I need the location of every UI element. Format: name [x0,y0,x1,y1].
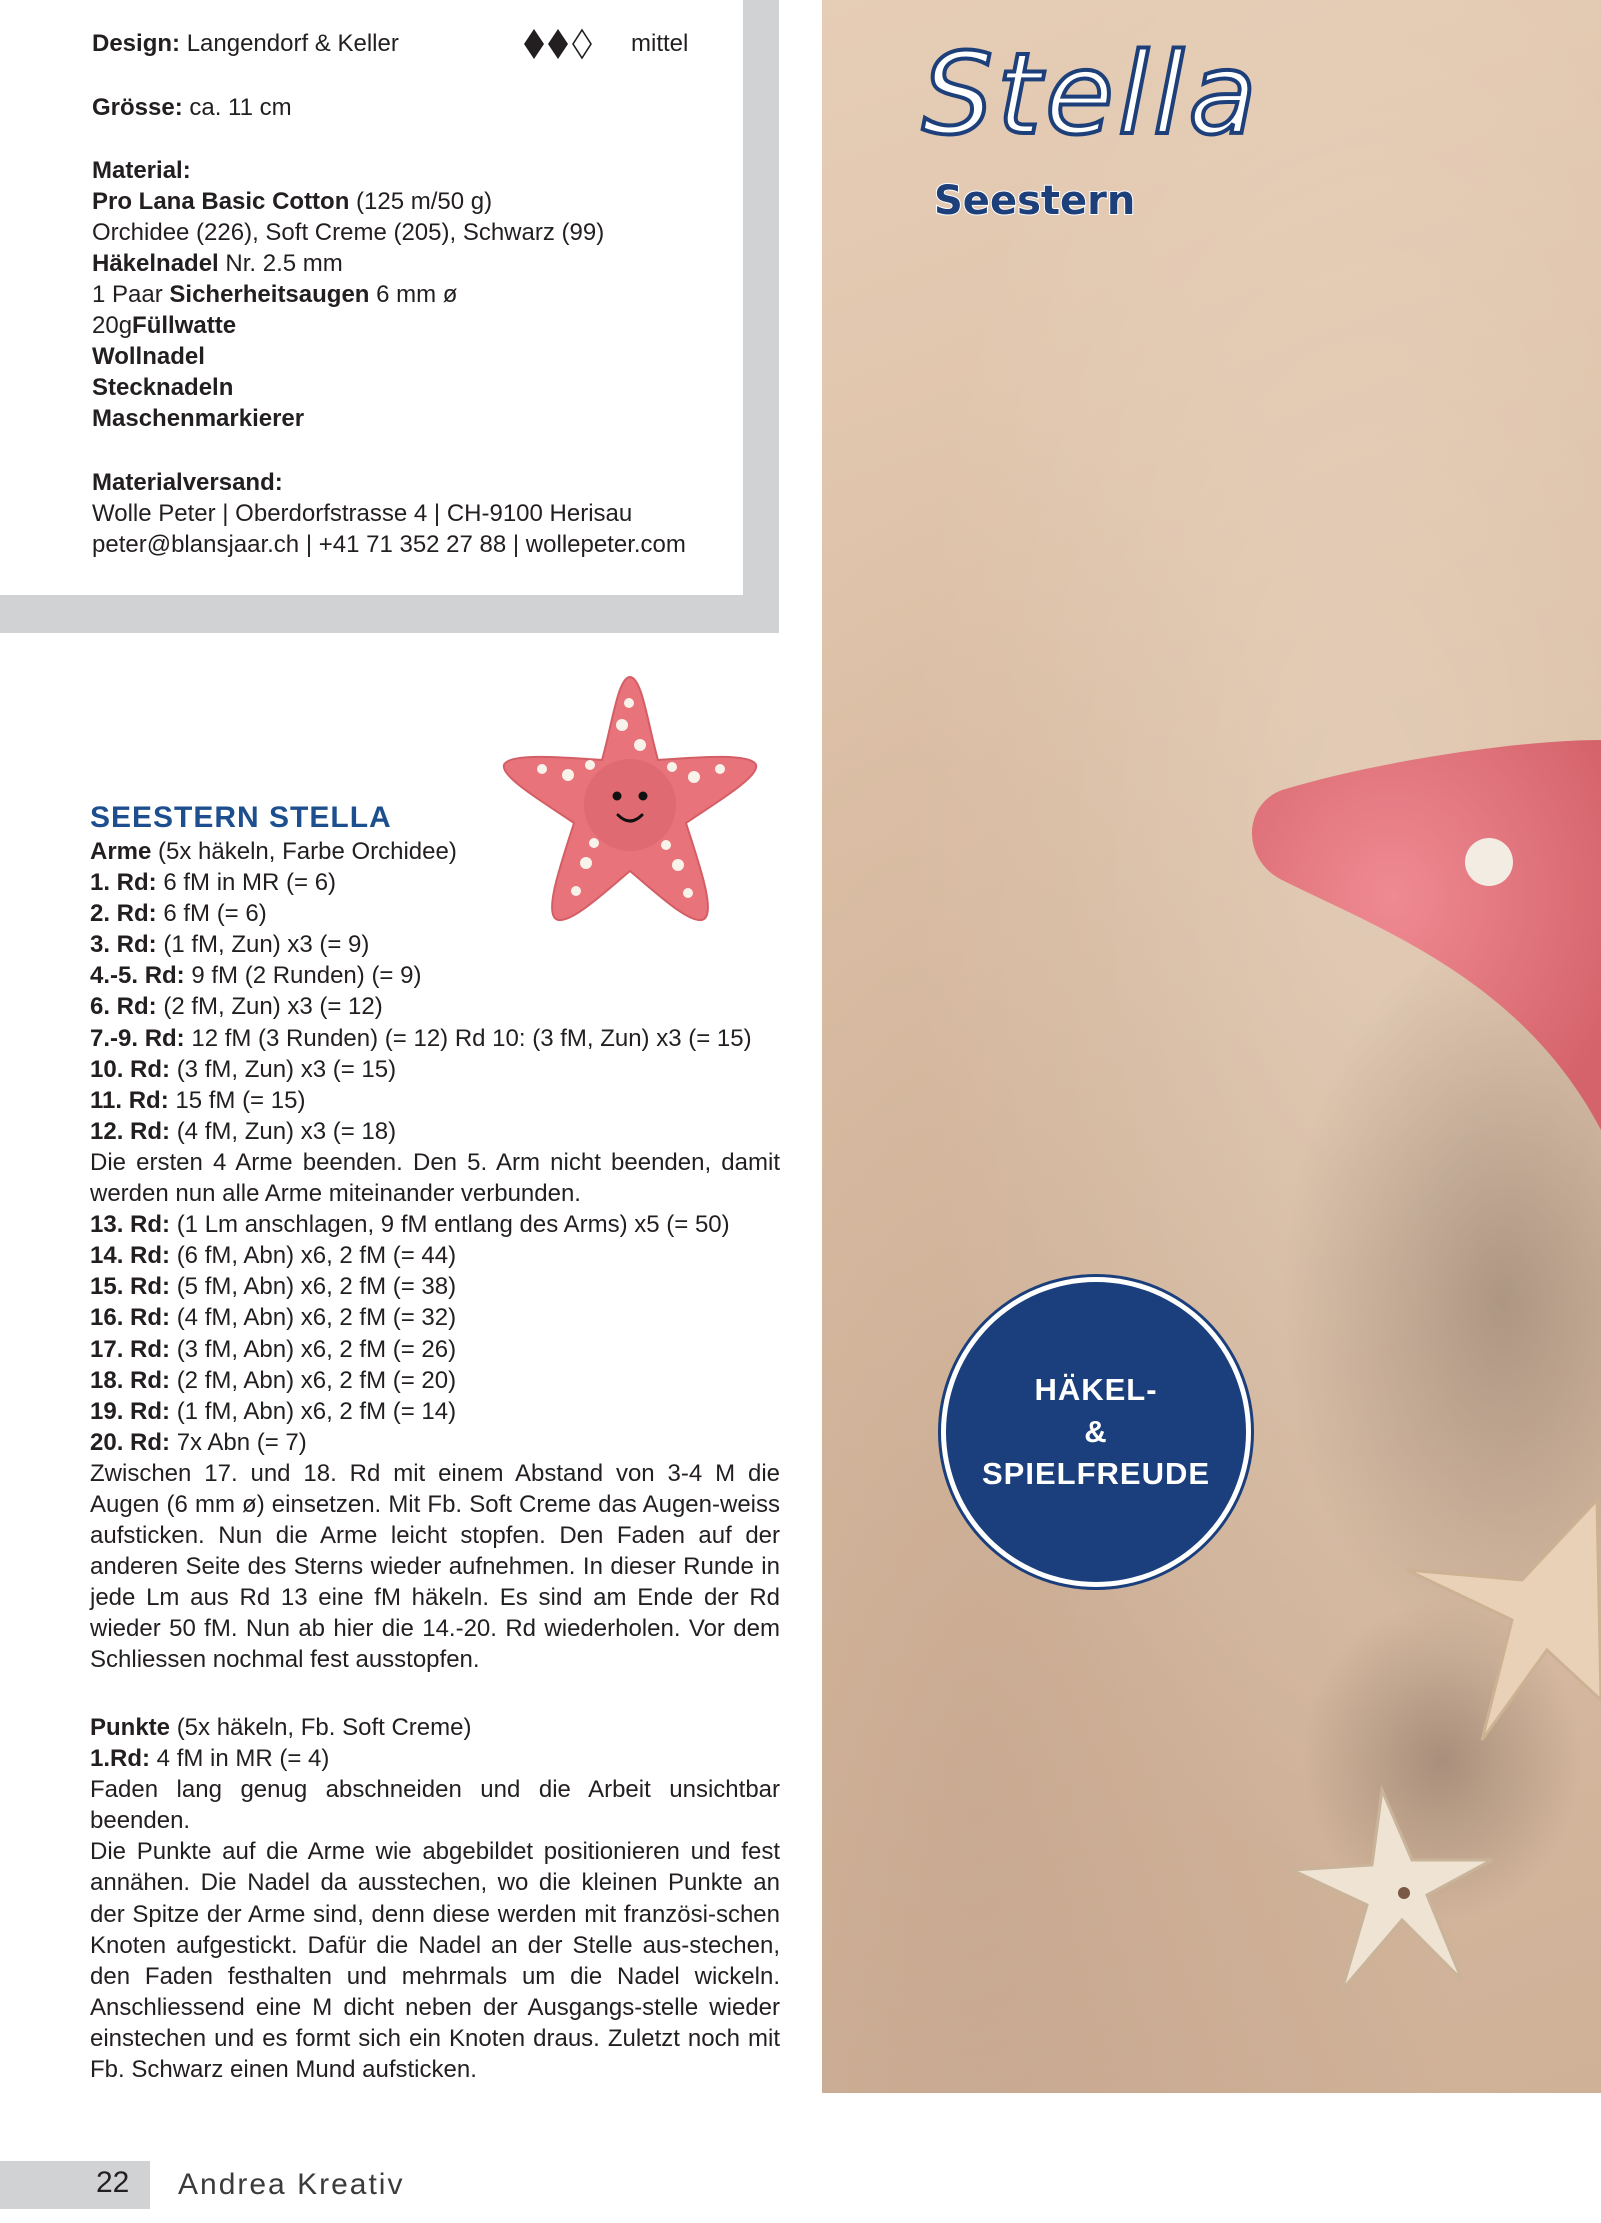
round-label: 17. Rd: [90,1335,171,1363]
round-label: 12. Rd: [90,1117,171,1145]
round-label: 7.-9. Rd: [90,1024,185,1052]
round-label: 15. Rd: [90,1273,171,1301]
tool-maschenmarkierer: Maschenmarkierer [92,405,305,432]
design-line [92,28,399,59]
round-text: 15 fM (= 15) [175,1086,306,1114]
round-label: 16. Rd: [90,1304,171,1332]
round-line [90,1023,780,1054]
round-line [90,1427,780,1458]
round-label: 20. Rd: [90,1428,171,1456]
page-number: 22 [96,2166,130,2199]
dots-instructions-1: Faden lang genug abschneiden und die Arbeit unsichtbar beenden. [90,1776,780,1835]
colors-line: Orchidee (226), Soft Creme (205), Schwarz (99) [92,219,605,246]
difficulty-level: mittel [631,30,689,57]
round-text: (1 fM, Zun) x3 (= 9) [163,931,370,959]
photo-illustration [822,0,1601,2093]
round-label: 14. Rd: [90,1242,171,1270]
dots-label: Punkte [90,1714,171,1741]
photo-subtitle: Seestern [934,178,1136,224]
round-label: 4.-5. Rd: [90,962,185,990]
round-text: (3 fM, Abn) x6, 2 fM (= 26) [176,1335,457,1363]
round-line [90,1396,780,1427]
badge-line-3: SPIELFREUDE [981,1456,1211,1491]
round-line [90,1240,780,1271]
round-line [90,929,780,960]
round-text: (2 fM, Abn) x6, 2 fM (= 20) [176,1366,457,1394]
join-instructions: Die ersten 4 Arme beenden. Den 5. Arm nicht beenden, damit werden nun alle Arme miteinander verbunden. [90,1148,780,1208]
dots-note: (5x häkeln, Fb. Soft Creme) [176,1714,472,1741]
round-text: 12 fM (3 Runden) (= 12) Rd 10: (3 fM, Zun) x3 (= 15) [191,1024,752,1052]
round-line [90,1302,780,1333]
round-line [90,898,780,929]
round-line [90,1085,780,1116]
dots-heading [90,1712,780,1743]
round-text: 6 fM in MR (= 6) [163,869,337,897]
round-line [90,1054,780,1085]
badge-line-1: HÄKEL- [1034,1372,1158,1407]
round-text: (5 fM, Abn) x6, 2 fM (= 38) [176,1273,457,1301]
round-line [90,867,780,898]
round-text: (1 Lm anschlagen, 9 fM entlang des Arms) x5 (= 50) [176,1211,730,1239]
eyes-line [92,279,457,310]
diamond-filled-icon [547,28,569,60]
design-value: Langendorf & Keller [186,30,399,57]
round-line [90,1116,780,1147]
hook-line [92,248,343,279]
yarn-name: Pro Lana Basic Cotton [92,188,350,215]
pattern-title: SEESTERN STELLA [90,801,392,834]
eyes-size: 6 mm ø [376,281,458,308]
tool-wollnadel: Wollnadel [92,343,205,370]
difficulty-rating [523,28,593,60]
rounds-list-2 [90,1209,780,1458]
round-label: 2. Rd: [90,900,157,928]
fill-line [92,310,236,341]
round-text: 9 fM (2 Runden) (= 9) [191,962,422,990]
yarn-spec: (125 m/50 g) [356,188,493,215]
shipping-address: Wolle Peter | Oberdorfstrasse 4 | CH-9100 Herisau [92,500,633,527]
material-box [0,0,743,595]
hook-name: Häkelnadel [92,250,219,277]
hook-size: Nr. 2.5 mm [225,250,343,277]
round-label: 3. Rd: [90,931,157,959]
round-text: 6 fM (= 6) [163,900,267,928]
rounds-list-1 [90,867,780,1147]
round-label: 6. Rd: [90,993,157,1021]
yarn-line [92,186,492,217]
tool-stecknadeln: Stecknadeln [92,374,234,401]
fill-name: Füllwatte [132,312,237,339]
eyes-pre: 1 Paar [92,281,163,308]
dots-instructions-2: Die Punkte auf die Arme wie abgebildet positionieren und fest annähen. Die Nadel da ausstechen, wo die kleinen Punkte an der Spitze der Arme sind, denn diese werden mit französi-schen Knoten aufgestickt. Dafür die Nadel an der Stelle aus-stechen, den Faden festhalten und mehrmals um die Nadel wickeln. Anschliessend eine M dicht neben der Ausgangs-stelle wieder einstechen und es formt sich ein Knoten draus. Zuletzt noch mit Fb. Schwarz einen Mund aufsticken. [90,1838,780,2084]
round-line [90,1271,780,1302]
haekel-badge [946,1282,1246,1582]
magazine-name: Andrea Kreativ [178,2168,405,2201]
arms-note: (5x häkeln, Farbe Orchidee) [158,838,457,865]
shipping-contact: peter@blansjaar.ch | +41 71 352 27 88 | wollepeter.com [92,531,686,558]
round-text: (2 fM, Zun) x3 (= 12) [163,993,383,1021]
round-line [90,960,780,991]
finish-instructions: Zwischen 17. und 18. Rd mit einem Abstand von 3-4 M die Augen (6 mm ø) einsetzen. Mit Fb. Soft Creme das Augen-weiss aufsticken. Nun die Arme leicht stopfen. Den Faden auf der anderen Seite des Sterns wieder aufnehmen. In dieser Runde in jede Lm aus Rd 13 eine fM häkeln. Es sind am Ende der Rd wieder 50 fM. Nun ab hier die 14.-20. Rd wiederholen. Vor dem Schliessen nochmal fest ausstopfen. [90,1459,780,1674]
diamond-filled-icon [523,28,545,60]
diamond-outline-icon [571,28,593,60]
dots-round-line [90,1743,780,1774]
eyes-name: Sicherheitsaugen [169,281,370,308]
dots-section [90,1712,780,2085]
arms-label: Arme [90,838,152,865]
round-label: 18. Rd: [90,1366,171,1394]
round-line [90,1334,780,1365]
round-text: (3 fM, Zun) x3 (= 15) [176,1055,397,1083]
design-label: Design: [92,30,181,57]
round-text: (1 fM, Abn) x6, 2 fM (= 14) [176,1397,457,1425]
round-label: 1. Rd: [90,869,157,897]
arms-heading [90,836,780,867]
round-line [90,991,780,1022]
round-label: 13. Rd: [90,1211,171,1239]
round-text: (4 fM, Abn) x6, 2 fM (= 32) [176,1304,457,1332]
round-text: (6 fM, Abn) x6, 2 fM (= 44) [176,1242,457,1270]
size-value: ca. 11 cm [189,94,292,121]
dots-round-text: 4 fM in MR (= 4) [156,1745,330,1773]
size-line [92,92,292,123]
round-label: 10. Rd: [90,1055,171,1083]
fill-pre: 20g [92,312,133,339]
photo-title: Stella [922,30,1261,160]
sand-photo [822,0,1601,2093]
round-text: (4 fM, Zun) x3 (= 18) [176,1117,397,1145]
shipping-label: Materialversand: [92,469,283,496]
round-line [90,1209,780,1240]
round-line [90,1365,780,1396]
round-label: 19. Rd: [90,1397,171,1425]
round-label: 11. Rd: [90,1086,169,1114]
pattern-body [90,836,780,1676]
badge-line-2: & [1084,1414,1108,1449]
dots-round-label: 1.Rd: [90,1745,150,1773]
round-text: 7x Abn (= 7) [176,1428,307,1456]
size-label: Grösse: [92,94,183,121]
material-label: Material: [92,157,191,184]
arm-dot [1465,838,1513,886]
